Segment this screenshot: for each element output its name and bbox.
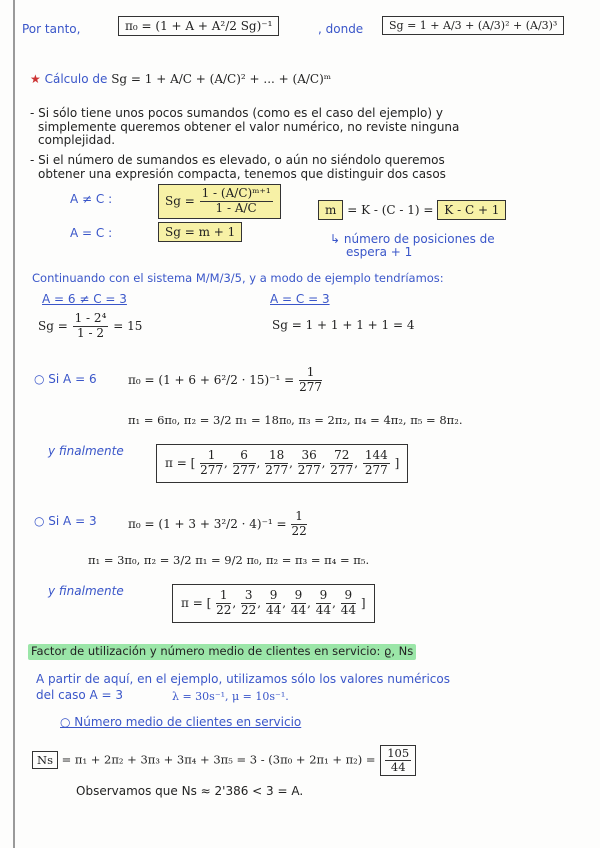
pi-a6-den-6: 277 — [364, 462, 388, 477]
siA6-label: ○ Si A = 6 — [34, 372, 97, 386]
case1-box — [158, 184, 281, 219]
pi-a3-num-6: 9 — [341, 589, 356, 604]
pi-a3-num-5: 9 — [316, 589, 331, 604]
relations-a3: π₁ = 3π₀, π₂ = 3/2 π₁ = 9/2 π₀, π₂ = π₃ = π₄ = π₅. — [88, 553, 370, 567]
pi-a3-frac-6 — [341, 589, 356, 618]
fin3-label: y finalmente — [48, 584, 124, 598]
fin3-rhs: ] — [360, 595, 366, 610]
ns-result — [380, 745, 416, 776]
ex2-heading: A = C = 3 — [270, 292, 330, 306]
pi-a3-frac-2 — [241, 589, 256, 618]
ns-formula — [32, 745, 417, 776]
siA6-formula — [128, 366, 323, 395]
pi-a3-den-4: 44 — [290, 602, 307, 617]
star-icon: ★ — [30, 72, 41, 86]
siA3-den: 22 — [291, 523, 307, 538]
pi-a6-frac-4 — [298, 449, 321, 478]
pi-a3-frac-5 — [316, 589, 331, 618]
siA3-lhs: π₀ = (1 + 3 + 3²/2 · 4)⁻¹ = — [128, 516, 287, 531]
pi-a6-frac-1 — [200, 449, 223, 478]
ex1-num: 1 - 2⁴ — [74, 311, 107, 325]
m-relation — [318, 203, 506, 217]
case1-fraction — [200, 187, 273, 216]
m-box: m — [318, 200, 343, 220]
fin3-lhs: π = [ — [181, 595, 212, 610]
bullet2-line1: - Si el número de sumandos es elevado, o aún no siéndolo queremos — [30, 153, 445, 167]
pi-a6-num-6: 144 — [364, 448, 388, 462]
pi-a6-num-3: 18 — [265, 449, 288, 464]
ex1-heading: A = 6 ≠ C = 3 — [42, 292, 127, 306]
ex1-lhs: Sg = — [38, 318, 68, 333]
pi-a6-num-5: 72 — [330, 449, 353, 464]
siA6-den: 277 — [299, 379, 322, 394]
pi-a6-den-1: 277 — [200, 462, 223, 477]
fin6-label: y finalmente — [48, 444, 124, 458]
pi-a3-den-3: 44 — [265, 602, 282, 617]
siA6-num: 1 — [299, 366, 322, 381]
ex1-den: 1 - 2 — [77, 325, 104, 340]
fin6-rhs: ] — [394, 455, 400, 470]
pi-a3-frac-4 — [291, 589, 306, 618]
pi-vector-a3: π = [ $\frac{1}{22}$ , $\frac{3}{22}$ , $\frac{9}{44}$ , $\frac{9}{44}$ , $\frac{9}{44}$ , $\frac{9}{44}$ ] — [172, 584, 375, 623]
ns-num: 105 — [387, 746, 410, 760]
apart-line2: del caso A = 3 — [36, 688, 124, 702]
observation: Observamos que Ns ≈ 2'386 < 3 = A. — [76, 784, 304, 798]
pi-a6-den-5: 277 — [330, 462, 354, 477]
pi-a3-den-2: 22 — [241, 602, 257, 617]
nm-heading: ○ Número medio de clientes en servicio — [60, 715, 302, 729]
relations-a6: π₁ = 6π₀, π₂ = 3/2 π₁ = 18π₀, π₃ = 2π₂, π₄ = 4π₂, π₅ = 8π₂. — [128, 413, 463, 427]
pi-a3-num-4: 9 — [291, 589, 306, 604]
pi-a6-frac-2 — [233, 449, 256, 478]
ex1-rhs: = 15 — [113, 318, 143, 333]
rates: λ = 30s⁻¹, μ = 10s⁻¹. — [172, 690, 289, 703]
siA6-fraction — [299, 366, 322, 395]
pi-a6-den-3: 277 — [265, 462, 289, 477]
case1-condition: A ≠ C : — [70, 192, 113, 206]
pi-a3-frac-1 — [216, 589, 231, 618]
siA3-fraction — [291, 510, 306, 539]
fin6-lhs: π = [ — [165, 455, 196, 470]
pi-a6-frac-5 — [330, 449, 353, 478]
case2-box: Sg = m + 1 — [158, 222, 242, 242]
pi-a3-num-3: 9 — [266, 589, 281, 604]
pi0-formula-box: π₀ = (1 + A + A²/2 Sg)⁻¹ — [118, 16, 279, 36]
pi-a3-den-6: 44 — [340, 602, 356, 617]
apart-line1: A partir de aquí, en el ejemplo, utilizamos sólo los valores numéricos — [36, 672, 450, 686]
pi-a6-num-1: 1 — [200, 449, 223, 464]
case1-den: 1 - A/C — [215, 200, 257, 215]
ns-den: 44 — [390, 760, 406, 775]
continuing-text: Continuando con el sistema M/M/3/5, y a modo de ejemplo tendríamos: — [32, 271, 444, 285]
pi-a6-den-4: 277 — [297, 462, 321, 477]
bullet1-line2: simplemente queremos obtener el valor numérico, no reviste ninguna — [38, 120, 460, 134]
pi-a6-frac-6 — [363, 449, 390, 478]
pi-a3-frac-3 — [266, 589, 281, 618]
sg-formula-box: Sg = 1 + A/3 + (A/3)² + (A/3)³ — [382, 16, 564, 35]
siA3-label: ○ Si A = 3 — [34, 514, 97, 528]
calc-formula: Sg = 1 + A/C + (A/C)² + ... + (A/C)ᵐ — [111, 72, 332, 86]
ex1-fraction — [73, 312, 109, 341]
ns-box: Ns — [32, 751, 58, 769]
pi-a3-num-2: 3 — [241, 589, 256, 604]
intro-text: Por tanto, — [22, 22, 81, 36]
siA6-lhs: π₀ = (1 + 6 + 6²/2 · 15)⁻¹ = — [128, 372, 295, 387]
pi-a3-den-5: 44 — [315, 602, 332, 617]
pi-a6-den-2: 277 — [232, 462, 256, 477]
siA3-num: 1 — [291, 510, 306, 525]
pi-a6-num-2: 6 — [233, 449, 256, 464]
donde-text: , donde — [318, 22, 364, 36]
ex2-formula: Sg = 1 + 1 + 1 + 1 = 4 — [272, 318, 415, 332]
pi-vector-a6: π = [ $\frac{1}{277}$ , $\frac{6}{277}$ , $\frac{18}{277}$ , $\frac{36}{277}$ , $\frac{72}{277}$ , $\frac{144}{277}$ ] — [156, 444, 408, 483]
ex1-formula — [38, 312, 142, 341]
bullet1-line3: complejidad. — [38, 133, 116, 147]
bullet2-line2: obtener una expresión compacta, tenemos que distinguir dos casos — [38, 167, 446, 181]
m-mid: = K - (C - 1) = — [347, 203, 434, 217]
siA3-formula — [128, 510, 308, 539]
m-result-box: K - C + 1 — [437, 200, 506, 220]
pi-a6-frac-3 — [265, 449, 288, 478]
bullet1-line1: - Si sólo tiene unos pocos sumandos (como es el caso del ejemplo) y — [30, 106, 443, 120]
calc-label: Cálculo de — [44, 72, 108, 86]
pi-a3-den-1: 22 — [216, 602, 232, 617]
pi-a3-num-1: 1 — [216, 589, 231, 604]
pi-a6-num-4: 36 — [298, 449, 321, 464]
m-note-line2: espera + 1 — [346, 245, 413, 259]
calc-heading — [30, 72, 331, 86]
case1-lhs: Sg = — [165, 193, 195, 208]
margin-line — [13, 0, 15, 848]
case1-num: 1 - (A/C)ᵐ⁺¹ — [201, 186, 271, 200]
ns-expr: = π₁ + 2π₂ + 3π₃ + 3π₄ + 3π₅ = 3 - (3π₀ + 2π₁ + π₂) = — [61, 752, 376, 767]
m-note-line1: ↳ número de posiciones de — [330, 232, 495, 246]
case2-condition: A = C : — [70, 226, 113, 240]
section-heading: Factor de utilización y número medio de clientes en servicio: ϱ, Ns — [28, 644, 416, 660]
